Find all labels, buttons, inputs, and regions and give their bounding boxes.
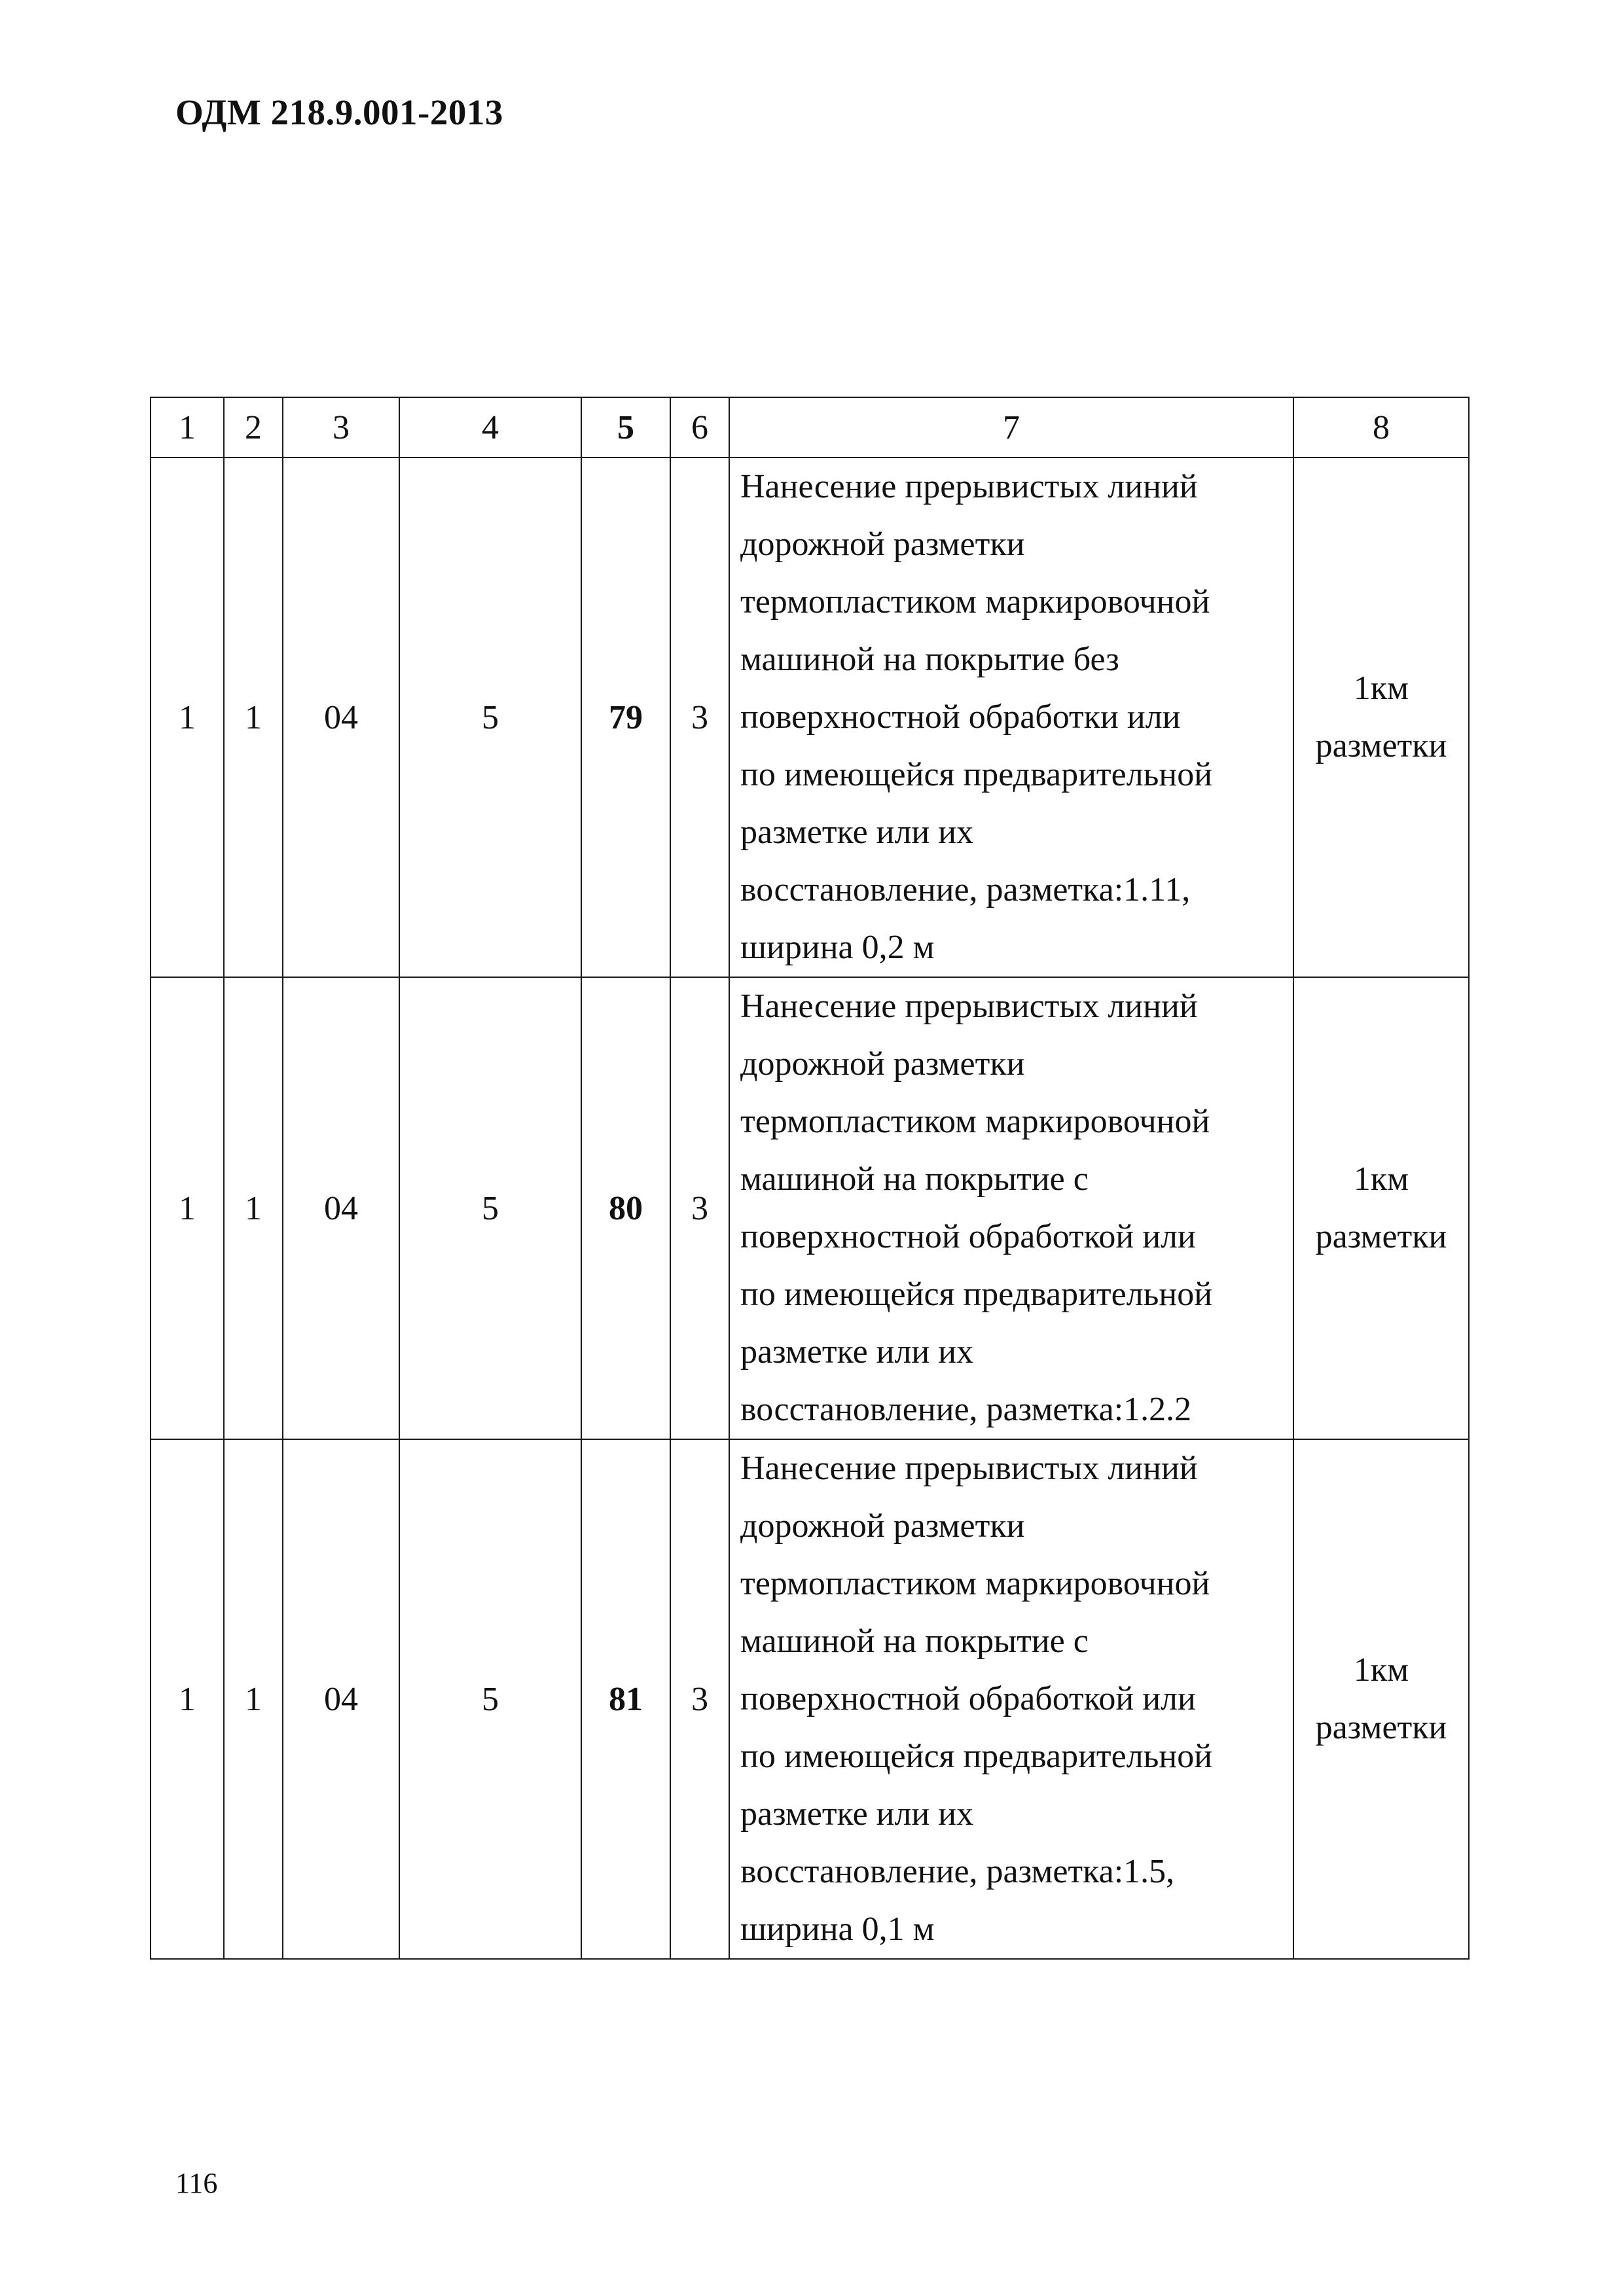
cell-col-4: 5 xyxy=(399,457,581,977)
cell-col-4: 5 xyxy=(399,1439,581,1959)
work-types-table xyxy=(150,397,1470,1960)
description-line: Нанесение прерывистых линий xyxy=(740,988,1198,1025)
unit-of-measure xyxy=(1293,457,1469,977)
cell-col-6: 3 xyxy=(670,977,729,1439)
description-line: дорожной разметки xyxy=(740,526,1025,563)
table-row xyxy=(151,977,1469,1439)
unit-line: разметки xyxy=(1315,1709,1447,1746)
description-line: термопластиком маркировочной xyxy=(740,1103,1210,1140)
cell-col-2: 1 xyxy=(224,977,283,1439)
cell-col-1: 1 xyxy=(151,1439,224,1959)
cell-col-3: 04 xyxy=(283,977,399,1439)
description-line: по имеющейся предварительной xyxy=(740,1738,1213,1775)
description-line: дорожной разметки xyxy=(740,1045,1025,1083)
description-line: разметке или их xyxy=(740,814,974,851)
description-line: разметке или их xyxy=(740,1333,974,1371)
description-line: машиной на покрытие без xyxy=(740,641,1119,678)
description-line: поверхностной обработки или xyxy=(740,698,1181,736)
unit-of-measure xyxy=(1293,1439,1469,1959)
unit-line: 1км xyxy=(1353,1160,1409,1198)
cell-col-2: 1 xyxy=(224,1439,283,1959)
unit-line: разметки xyxy=(1315,727,1447,764)
column-header: 5 xyxy=(581,397,670,457)
cell-col-5: 80 xyxy=(581,977,670,1439)
unit-line: разметки xyxy=(1315,1218,1447,1255)
column-header: 3 xyxy=(283,397,399,457)
unit-line: 1км xyxy=(1353,1651,1409,1689)
description-line: ширина 0,2 м xyxy=(740,929,935,966)
description-line: ширина 0,1 м xyxy=(740,1910,935,1948)
column-header: 8 xyxy=(1293,397,1469,457)
column-header: 1 xyxy=(151,397,224,457)
description-line: по имеющейся предварительной xyxy=(740,1276,1213,1313)
description-line: восстановление, разметка:1.11, xyxy=(740,871,1191,908)
description-line: поверхностной обработкой или xyxy=(740,1680,1196,1717)
cell-col-5: 81 xyxy=(581,1439,670,1959)
description-line: машиной на покрытие с xyxy=(740,1160,1089,1198)
description-line: восстановление, разметка:1.2.2 xyxy=(740,1391,1192,1428)
table-row xyxy=(151,1439,1469,1959)
column-header: 2 xyxy=(224,397,283,457)
work-description xyxy=(729,1439,1293,1959)
description-line: поверхностной обработкой или xyxy=(740,1218,1196,1255)
cell-col-1: 1 xyxy=(151,457,224,977)
description-line: дорожной разметки xyxy=(740,1507,1025,1545)
column-header: 6 xyxy=(670,397,729,457)
description-line: термопластиком маркировочной xyxy=(740,583,1210,620)
cell-col-6: 3 xyxy=(670,1439,729,1959)
description-line: термопластиком маркировочной xyxy=(740,1565,1210,1602)
description-line: разметке или их xyxy=(740,1795,974,1833)
cell-col-3: 04 xyxy=(283,1439,399,1959)
description-line: машиной на покрытие с xyxy=(740,1623,1089,1660)
description-line: Нанесение прерывистых линий xyxy=(740,468,1198,505)
description-line: по имеющейся предварительной xyxy=(740,756,1213,793)
cell-col-1: 1 xyxy=(151,977,224,1439)
description-line: Нанесение прерывистых линий xyxy=(740,1450,1198,1487)
work-description xyxy=(729,977,1293,1439)
work-description xyxy=(729,457,1293,977)
column-header: 4 xyxy=(399,397,581,457)
unit-line: 1км xyxy=(1353,670,1409,707)
cell-col-2: 1 xyxy=(224,457,283,977)
document-code-header: ОДМ 218.9.001-2013 xyxy=(175,92,503,132)
table-row xyxy=(151,457,1469,977)
cell-col-5: 79 xyxy=(581,457,670,977)
cell-col-6: 3 xyxy=(670,457,729,977)
unit-of-measure xyxy=(1293,977,1469,1439)
description-line: восстановление, разметка:1.5, xyxy=(740,1853,1175,1890)
page-number: 116 xyxy=(175,2167,218,2199)
cell-col-4: 5 xyxy=(399,977,581,1439)
column-header: 7 xyxy=(729,397,1293,457)
table-header-row xyxy=(151,397,1469,457)
cell-col-3: 04 xyxy=(283,457,399,977)
